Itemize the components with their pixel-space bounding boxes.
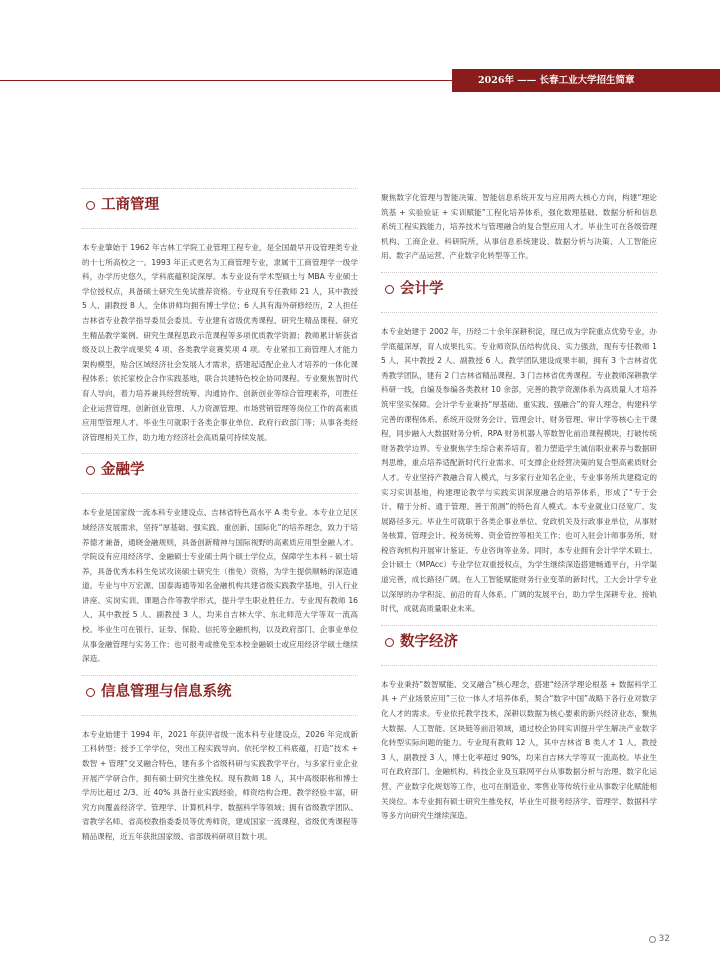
circle-bullet-icon xyxy=(385,638,394,647)
section-body: 本专业肇始于 1962 年吉林工学院工业管理工程专业，是全国最早开设管理类专业的十七所高校之一。1993 年正式更名为工商管理专业，隶属于工商管理学一级学科，办学历史悠久，学科底蕴积淀深厚。本专业设有学术型硕士与 MBA 专业硕士学位授权点，具备硕士研究生免试推荐资格。专业现有专任教师 21 人，其中教授 5 人、副教授 8 人，全体讲师均拥有博士学位；6 人具有海外研修经历，2 人担任吉林省专业教学指导委员会委员。专业建有省级优秀课程、研究生精品课程、研究生精品教学案例、研究生课程思政示范课程等多项优质教学资源；教师累计斩获省级及以上教学成果奖 4 项、各类教学竞赛奖项 4 项。专业紧扣工商管理人才能力架构模型，贴合区域经济社会发展人才需求，搭建起适配企业人才培养的一体化课程体系；依托家校企合作实践基地，联合共建特色校企协同课程。专业聚焦智时代育人导向，着力培养兼具经营统筹、沟通协作、创新创业等综合管理素养，可胜任企业运营管理、创新创业管理、人力资源管理、市场营销管理等岗位工作的高素质应用型管理人才。毕业生可就职于各类企事业单位、政府行政部门等；从事各类经济管理相关工作，助力地方经济社会高质量可持续发展。 xyxy=(82,243,358,442)
section-body: 本专业始建于 2002 年，历经二十余年深耕积淀，现已成为学院重点优势专业，办学底蕴深厚，育人成果扎实。专业师资队伍结构优良、实力强劲，现有专任教师 15 人，其中教授 2 人、副教授 6 人。教学团队建设成果丰硕，拥有 3 个吉林省优秀教学团队，建有 2 门吉林省精品课程、3 门吉林省优秀课程。专业教师深耕教学科研一线，自编及参编各类教材 10 余部，完善的教学资源体系为高质量人才培养筑牢坚实保障。会计学专业秉持“厚基础、重实践、强融合”的育人理念，构建科学完善的课程体系。系统开设财务会计、管理会计、财务管理、审计学等核心主干课程，同步融入大数据财务分析、RPA 财务机器人等数智化前沿课程模块，打破传统财务教学边界。专业聚焦学生综合素养培育，着力塑造学生诚信职业素养与数据研判思维，重点培养适配新时代行业需求、可支撑企业经营决策的复合型高素质财会人才。专业坚持产教融合育人模式，与多家行业知名企业、专业事务所共建稳定的实习实训基地，构建理论教学与实践实训深度融合的培养体系，形成了“专于会计、精于分析、通于管理、善于预测”的特色育人模式。本专业就业口径宽广、发展路径多元。毕业生可就职于各类企事业单位、党政机关及行政事业单位，从事财务核算、管理会计、税务统筹、资金管控等相关工作；也可入驻会计师事务所、财税咨询机构开展审计鉴证、专业咨询等业务。同时，本专业拥有会计学学术硕士、会计硕士（MPAcc）专业学位双重授权点，为学生继续深造搭建畅通平台，升学渠道完善，成长路径广阔。在人工智能赋能财务行业变革的新时代，工大会计学专业以深厚的办学积淀、前沿的育人体系、广阔的发展平台，助力学生深耕专业、接轨时代，成就高质量职业未来。 xyxy=(381,326,657,614)
section-title: 金融学 xyxy=(101,462,145,479)
section-title: 会计学 xyxy=(400,280,444,297)
circle-icon xyxy=(649,936,656,943)
section-digital-economy xyxy=(381,625,657,824)
left-column xyxy=(82,188,358,845)
section-body: 本专业始建于 1994 年，2021 年获评省级一流本科专业建设点，2026 年完成新工科转型；授予工学学位，突出工程实践导向。依托学校工科底蕴，打造“技术 + 数智 + 管理”交叉融合特色，建有多个省级科研与实践教学平台，与多家行业企业开展产学研合作，拥有硕士研究生推免权。现有教师 18 人，其中高级职称和博士学历比超过 2/3、近 40% 具备行业实践经验，师资结构合理、教学经验丰富，研究方向覆盖经济学、管理学、计算机科学、数据科学等领域；拥有省级教学团队、省教学名师、省高校教指委委员等优秀师资，建成国家一流课程、省级优秀课程等精品课程，近五年获批国家级、省部级科研项目数十项。 xyxy=(82,729,358,841)
section-body: 聚焦数字化管理与智能决策、智能信息系统开发与应用两大核心方向，构建“理论筑基 + 实验验证 + 实训赋能”工程化培养体系，强化数理基础、数据分析和信息系统工程实践能力，培养技术与管理融合的复合型应用人才。毕业生可在各级管理机构、工商企业、科研院所，从事信息系统建设、数据分析与决策、人工智能应用、数字产品运营、产业数字化转型等工作。 xyxy=(381,193,657,261)
section-title: 工商管理 xyxy=(101,197,159,213)
section-heading xyxy=(82,188,358,229)
section-info-management xyxy=(82,675,358,845)
section-title: 信息管理与信息系统 xyxy=(101,683,232,700)
section-finance xyxy=(82,453,358,667)
section-body: 本专业秉持“数智赋能、交叉融合”核心理念，搭建“经济学理论根基 + 数据科学工具 + 产业场景应用”三位一体人才培养体系，契合“数字中国”战略下各行业对数字化人才的需求。专业依托教学技术，深耕以数据为核心要素的新兴经济业态，聚焦大数据、人工智能、区块链等前沿领域，通过校企协同实训提升学生解决产业数字化转型实际问题的能力。专业现有教师 12 人，其中吉林省 B 类人才 1 人，教授 3 人，副教授 3 人，博士化率超过 90%，均来自吉林大学等双一流高校。毕业生可在政府部门、金融机构、科技企业及互联网平台从事数据分析与治理、数字化运营、产业数字化规划等工作，也可在制造业、零售业等传统行业从事数字化赋能相关岗位。本专业拥有硕士研究生推免权，毕业生可报考经济学、管理学、数据科学等多方向研究生继续深造。 xyxy=(381,679,657,821)
right-column xyxy=(381,191,657,824)
circle-bullet-icon xyxy=(86,201,95,210)
header-title: 2026年 —— 长春工业大学招生简章 xyxy=(452,69,720,92)
circle-bullet-icon xyxy=(385,285,394,294)
section-heading xyxy=(82,675,358,716)
section-heading xyxy=(82,453,358,494)
page-number xyxy=(649,934,670,944)
section-accounting xyxy=(381,272,657,617)
circle-bullet-icon xyxy=(86,688,95,697)
section-heading xyxy=(381,625,657,666)
page-number-label: 32 xyxy=(658,934,670,944)
section-title: 数字经济 xyxy=(400,633,458,650)
section-info-management-continued xyxy=(381,191,657,264)
section-heading xyxy=(381,272,657,313)
circle-bullet-icon xyxy=(86,466,95,475)
section-body: 本专业是国家级一流本科专业建设点、吉林省特色高水平 A 类专业。本专业立足区域经济发展需求，坚持“厚基础、强实践、重创新、国际化”的培养理念，致力于培养德才兼备，通晓金融规则，具备创新精神与国际视野的高素质应用型金融人才。学院设有应用经济学、金融硕士专业硕士两个硕士学位点，保障学生本科 - 硕士培养，具备优秀本科生免试攻读硕士研究生（推免）资格，为学生提供顺畅的深造通道。专业与中万宏源、国泰海通等知名金融机构共建省级实践教学基地，引入行业讲座、实岗实训、课题合作等教学形式，提升学生职业胜任力。专业现有教师 16 人，其中教授 5 人、副教授 3 人，均来自吉林大学、东北师范大学等双一流高校。毕业生可在银行、证券、保险、信托等金融机构，以及政府部门、企事业单位从事金融管理与实务工作；也可报考或推免至本校金融硕士或应用经济学硕士继续深造。 xyxy=(82,508,358,664)
section-business-admin xyxy=(82,188,358,445)
